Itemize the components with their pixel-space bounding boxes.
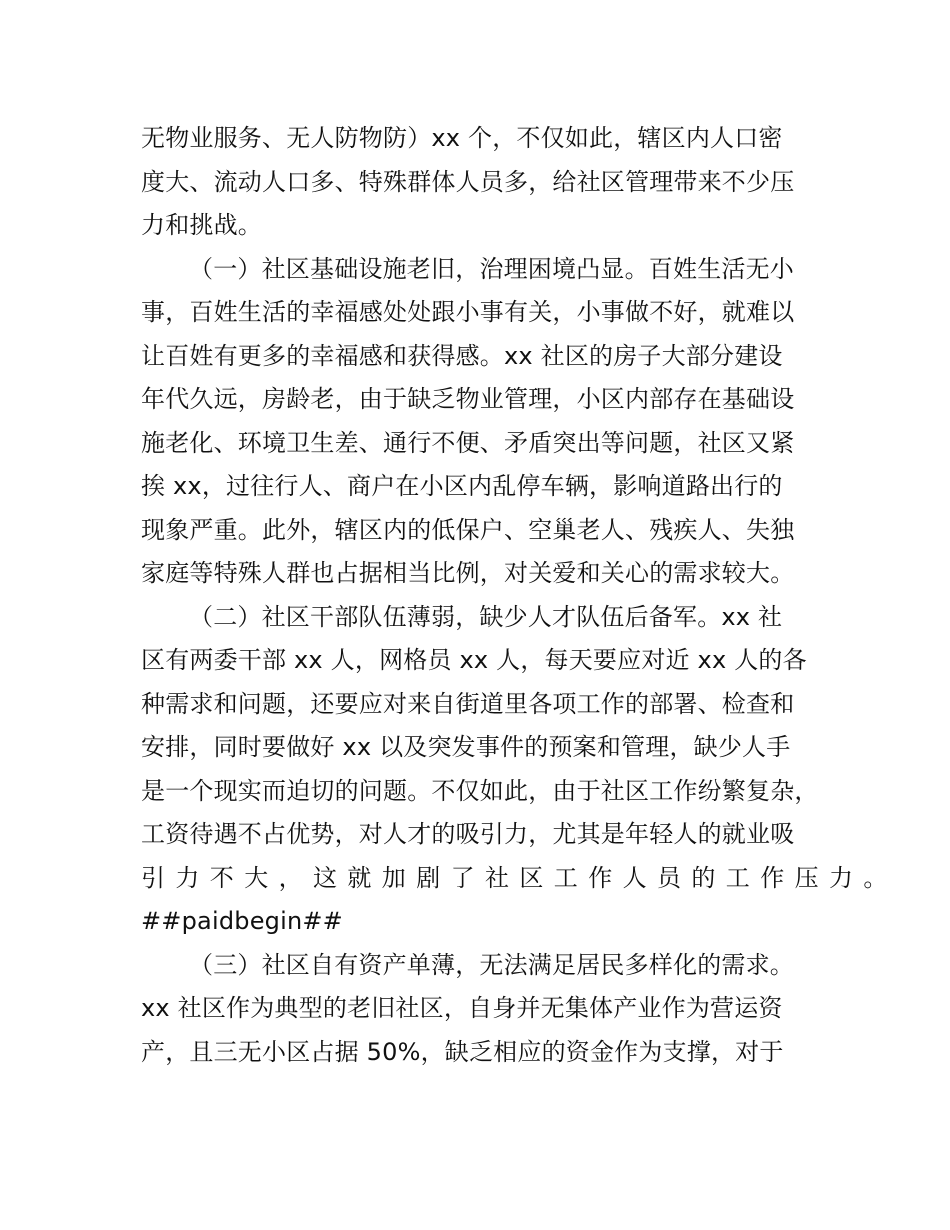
paragraph-line: （一）社区基础设施老旧，治理困境凸显。百姓生活无小 <box>189 254 794 283</box>
paragraph-line: 家庭等特殊人群也占据相当比例，对关爱和关心的需求较大。 <box>141 559 795 587</box>
paragraph-line: xx 社区作为典型的老旧社区，自身并无集体产业作为营运资 <box>141 994 783 1022</box>
paragraph-line: 挨 xx，过往行人、商户在小区内乱停车辆，影响道路出行的 <box>141 472 783 500</box>
paragraph-line: 让百姓有更多的幸福感和获得感。xx 社区的房子大部分建设 <box>141 341 783 370</box>
document-body <box>141 117 898 1074</box>
paragraph-line: 是一个现实而迫切的问题。不仅如此，由于社区工作纷繁复杂， <box>141 776 819 805</box>
paragraph-line: 施老化、环境卫生差、通行不便、矛盾突出等问题，社区又紧 <box>141 428 795 457</box>
paragraph-line: 种需求和问题，还要应对来自街道里各项工作的部署、检查和 <box>141 689 795 718</box>
paragraph-line: 现象严重。此外，辖区内的低保户、空巢老人、残疾人、失独 <box>141 515 795 544</box>
paragraph-line: 力和挑战。 <box>141 211 262 239</box>
paragraph-line: 引力不大，这就加剧了社区工作人员的工作压力。 <box>141 863 898 892</box>
paragraph-line: 工资待遇不占优势，对人才的吸引力，尤其是年轻人的就业吸 <box>141 820 795 848</box>
paragraph-line: 产，且三无小区占据 50%，缺乏相应的资金作为支撑，对于 <box>141 1037 784 1066</box>
paragraph-line: 事，百姓生活的幸福感处处跟小事有关，小事做不好，就难以 <box>141 298 795 326</box>
paid-marker: ##paidbegin## <box>141 907 343 935</box>
paragraph-line: 区有两委干部 xx 人，网格员 xx 人，每天要应对近 xx 人的各 <box>141 646 807 674</box>
paragraph-line: 度大、流动人口多、特殊群体人员多，给社区管理带来不少压 <box>141 167 795 196</box>
paragraph-line: 年代久远，房龄老，由于缺乏物业管理，小区内部存在基础设 <box>141 385 795 413</box>
paragraph-line: （二）社区干部队伍薄弱，缺少人才队伍后备军。xx 社 <box>189 602 783 631</box>
paragraph-line: 无物业服务、无人防物防）xx 个，不仅如此，辖区内人口密 <box>141 124 783 152</box>
paragraph-line: 安排，同时要做好 xx 以及突发事件的预案和管理，缺少人手 <box>141 733 791 761</box>
paragraph-line: （三）社区自有资产单薄，无法满足居民多样化的需求。 <box>189 950 794 979</box>
